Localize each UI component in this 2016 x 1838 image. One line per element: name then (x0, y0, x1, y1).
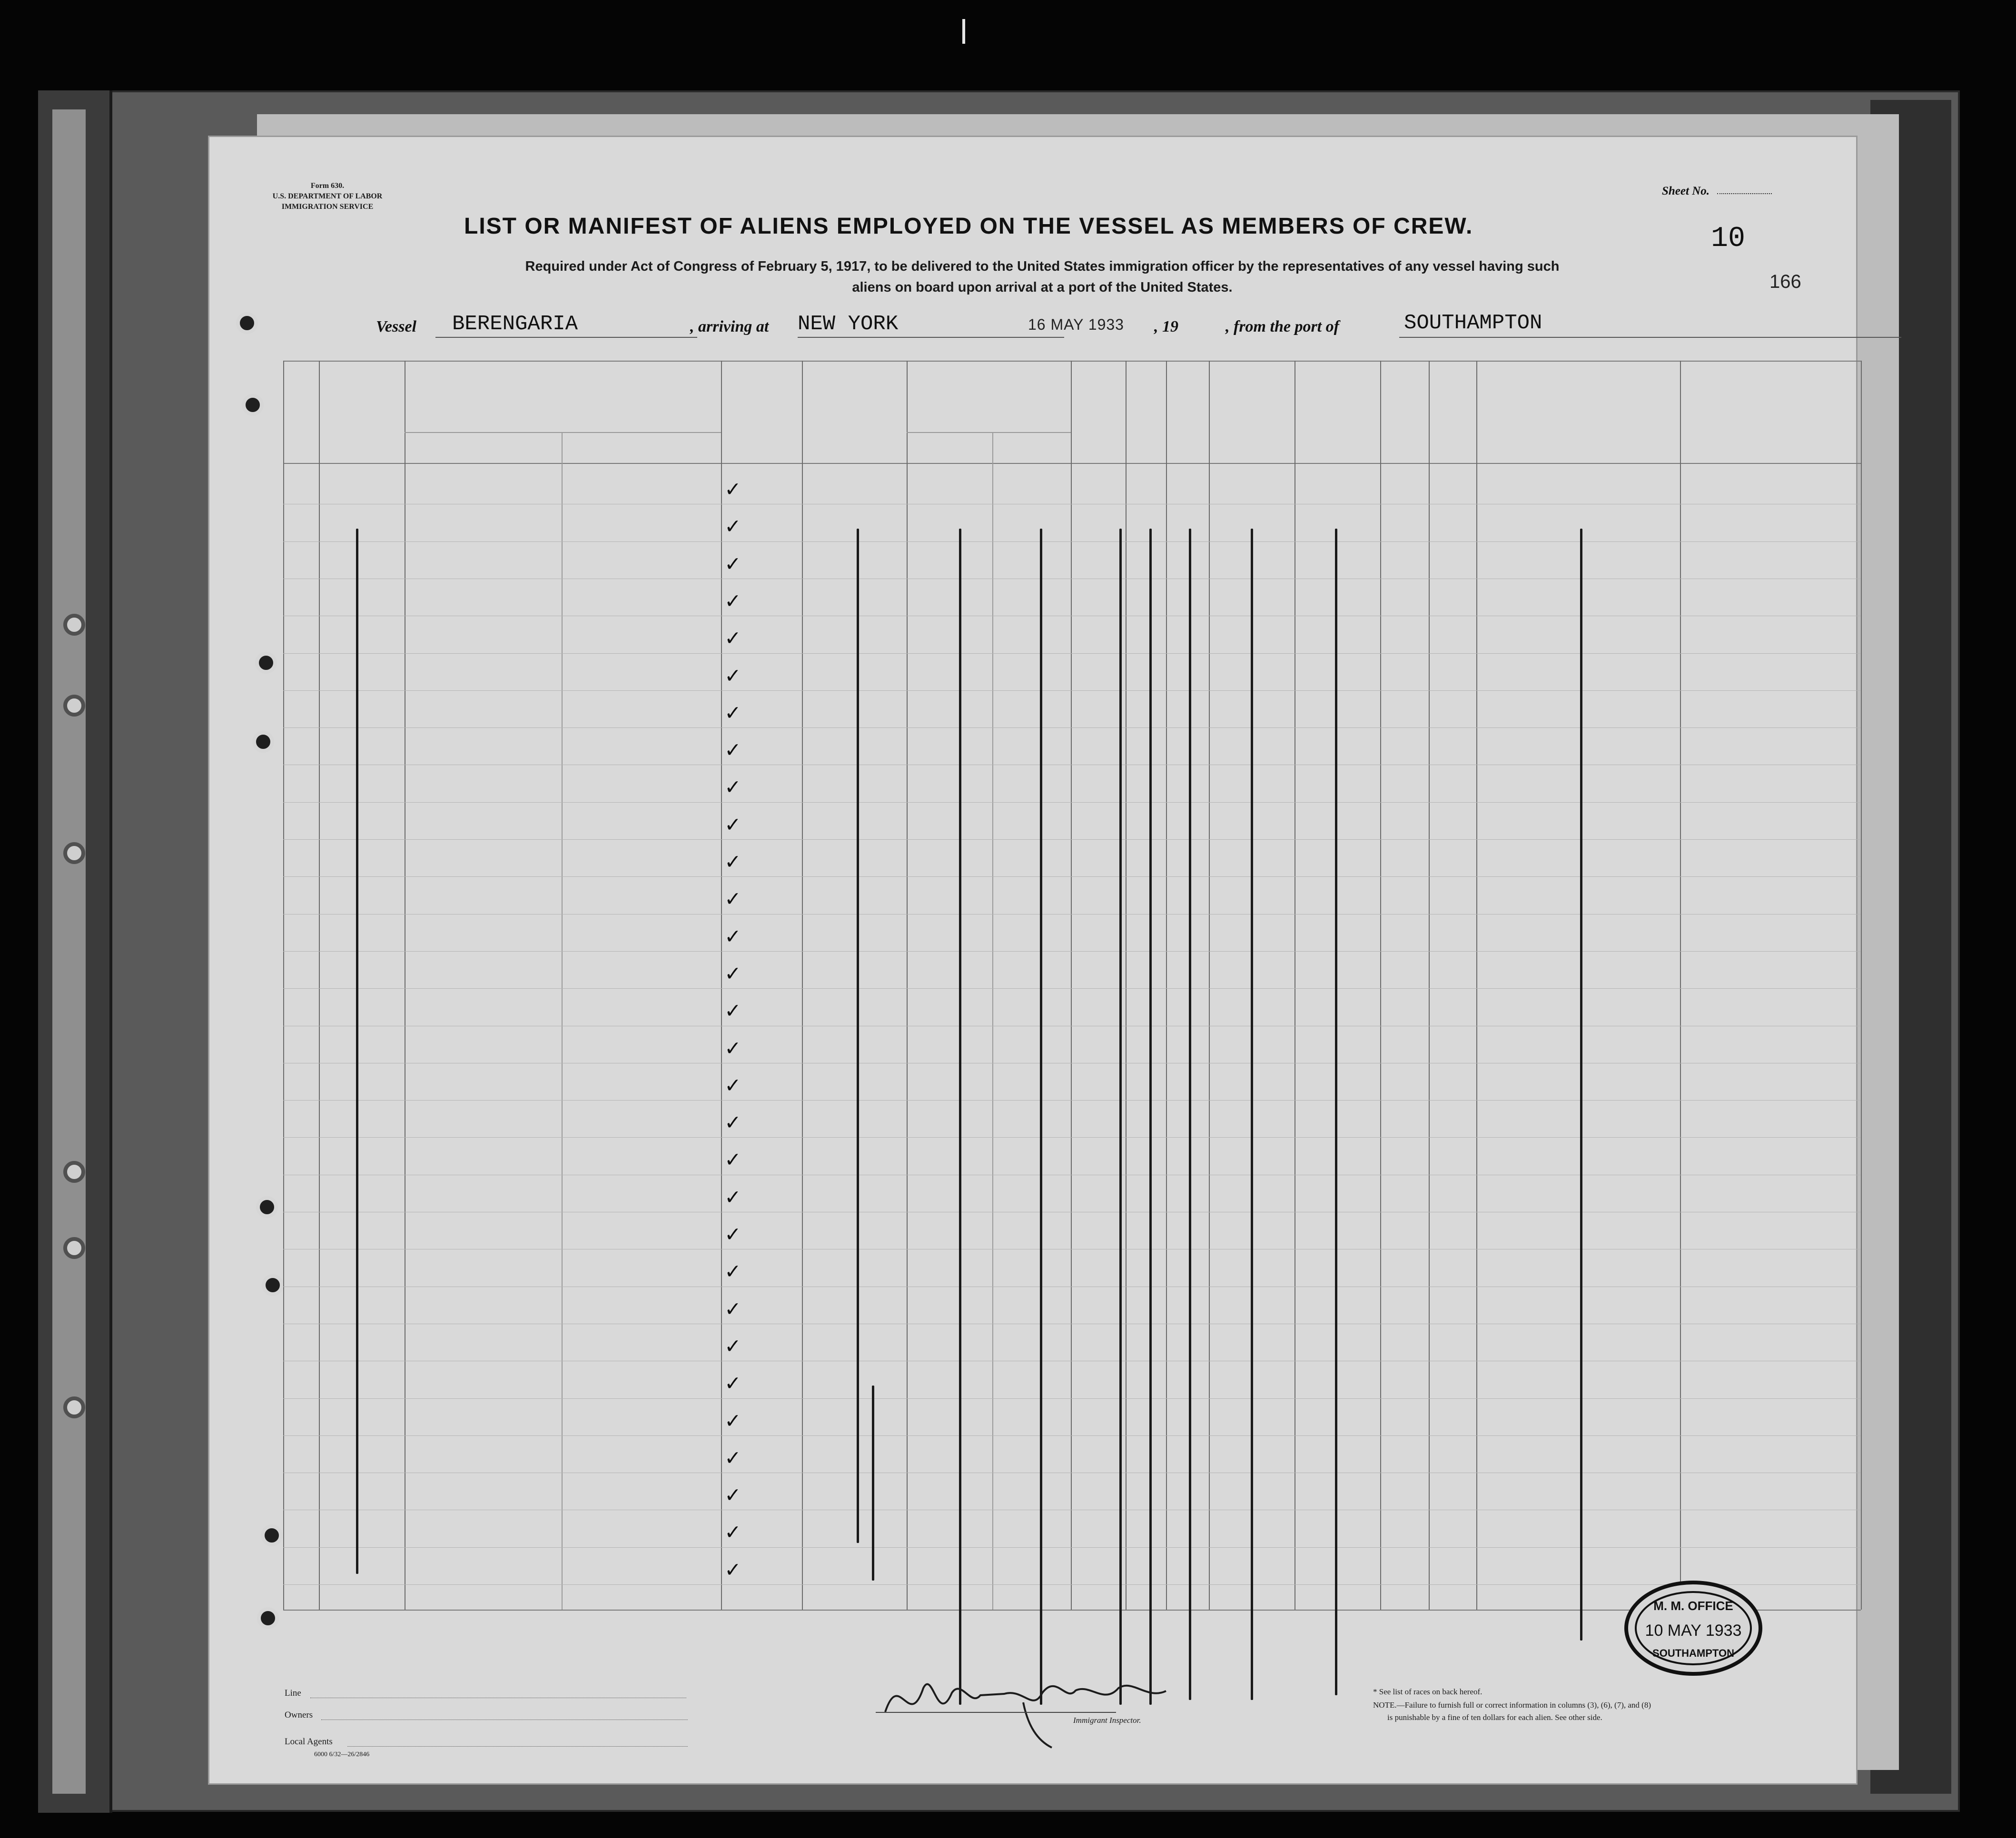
fine-note: NOTE.—Failure to furnish full or correct information in columns (3), (6), (7), and (8) (1373, 1700, 1651, 1710)
ditto-line (1251, 529, 1253, 1700)
punch-hole (236, 312, 258, 334)
inspector-label: Immigrant Inspector. (1073, 1716, 1141, 1725)
form-header (251, 181, 404, 212)
inspector-rule (876, 1712, 1116, 1713)
ditto-line (1119, 529, 1122, 1705)
footer-line-label: Line (285, 1688, 301, 1698)
page-title: LIST OR MANIFEST OF ALIENS EMPLOYED ON THE VESSEL AS MEMBERS OF CREW. (464, 214, 1473, 239)
row-rule (283, 1584, 1861, 1585)
binder-strip (52, 109, 86, 1794)
row-rule (283, 802, 1861, 803)
checkmark: ✓ (726, 1372, 740, 1398)
column-divider (1380, 361, 1381, 1610)
ditto-line (1149, 529, 1152, 1705)
ditto-line (1580, 529, 1582, 1641)
ditto-line (1335, 529, 1337, 1695)
column-divider (1476, 361, 1477, 1610)
column-divider (1126, 361, 1127, 1610)
column-divider (562, 432, 563, 1610)
row-rule (283, 951, 1861, 952)
column-divider (907, 361, 908, 1610)
column-divider (992, 432, 993, 1610)
ditto-line (1189, 529, 1191, 1700)
column-divider (721, 361, 722, 1610)
sheet-label: Sheet No. (1662, 185, 1710, 197)
checkmark: ✓ (726, 664, 740, 690)
table-bottom-rule (283, 1610, 1861, 1611)
checkmark: ✓ (726, 1223, 740, 1248)
checkmark: ✓ (726, 1036, 740, 1062)
footer-agents-rule (347, 1746, 688, 1747)
arrival-port: NEW YORK (798, 312, 899, 336)
binder-hole (63, 695, 85, 717)
column-divider (1209, 361, 1210, 1610)
name-sub-rule (405, 432, 721, 433)
vessel-name: BERENGARIA (452, 312, 578, 336)
column-divider (1861, 361, 1862, 1610)
vessel-underline (435, 337, 697, 338)
binder-hole (63, 842, 85, 864)
from-label: , from the port of (1225, 318, 1339, 335)
race-note: * See list of races on back hereof. (1373, 1687, 1482, 1696)
column-divider (283, 361, 284, 1610)
column-divider (1166, 361, 1167, 1610)
office-stamp (1624, 1581, 1762, 1676)
checkmark: ✓ (726, 813, 740, 839)
binder-hole (63, 1396, 85, 1418)
checkmark: ✓ (726, 1185, 740, 1211)
checkmark: ✓ (726, 1111, 740, 1137)
checkmark: ✓ (726, 1334, 740, 1360)
from-port-underline (1399, 337, 1901, 338)
footer-owners-label: Owners (285, 1710, 313, 1720)
row-rule (283, 653, 1861, 654)
checkmark: ✓ (726, 552, 740, 578)
stamp-bottom: SOUTHAMPTON (1652, 1647, 1734, 1659)
checkmark: ✓ (726, 1073, 740, 1100)
binder-hole (63, 1161, 85, 1183)
checkmark: ✓ (726, 1521, 740, 1547)
checkmark: ✓ (726, 478, 740, 503)
checkmark: ✓ (726, 999, 740, 1025)
ditto-line (356, 529, 358, 1574)
manifest-sheet (209, 137, 1856, 1783)
ditto-line (1040, 529, 1042, 1705)
checkmark: ✓ (726, 776, 740, 802)
row-rule (283, 1398, 1861, 1399)
crew-table (209, 356, 1856, 1736)
row-rule (283, 541, 1861, 542)
checkmark: ✓ (726, 962, 740, 988)
checkmark: ✓ (726, 738, 740, 765)
column-divider (1429, 361, 1430, 1610)
binder-hole (63, 614, 85, 636)
row-rule (283, 988, 1861, 989)
footer-agents-label: Local Agents (285, 1737, 333, 1747)
checkmark: ✓ (726, 1409, 740, 1435)
print-code: 6000 6/32—26/2846 (314, 1751, 370, 1758)
checkmark: ✓ (726, 1297, 740, 1323)
inspector-signature (880, 1660, 1176, 1759)
form-number: Form 630. (310, 182, 345, 190)
checkmark: ✓ (726, 1148, 740, 1174)
year-label: , 19 (1154, 318, 1178, 335)
stamp-top: M. M. OFFICE (1653, 1599, 1733, 1613)
subtitle-line-2: aliens on board upon arrival at a port of the United States. (852, 280, 1233, 295)
subtitle (352, 256, 1732, 298)
service: IMMIGRATION SERVICE (281, 203, 374, 211)
column-divider (802, 361, 803, 1610)
row-rule (283, 1137, 1861, 1138)
row-rule (283, 839, 1861, 840)
ditto-line (857, 529, 859, 1543)
binder-hole (63, 1237, 85, 1259)
checkmark: ✓ (726, 515, 740, 541)
column-divider (1071, 361, 1072, 1610)
arrival-date: 16 MAY 1933 (1028, 316, 1124, 333)
checkmark: ✓ (726, 1260, 740, 1286)
table-top-rule (283, 361, 1861, 362)
row-rule (283, 727, 1861, 728)
subtitle-line-1: Required under Act of Congress of February 5, 1917, to be delivered to the United States immigration officer by the representatives of any vessel having such (525, 259, 1560, 274)
port-underline (798, 337, 1064, 338)
checkmark: ✓ (726, 701, 740, 727)
table-header-rule (283, 463, 1861, 464)
checkmark: ✓ (726, 887, 740, 914)
row-rule (283, 1547, 1861, 1548)
sheet-number-line (1717, 193, 1772, 194)
from-port: SOUTHAMPTON (1404, 311, 1542, 335)
row-rule (283, 876, 1861, 877)
checkmark: ✓ (726, 627, 740, 653)
department: U.S. DEPARTMENT OF LABOR (272, 192, 383, 200)
column-divider (1680, 361, 1681, 1610)
scan-mark (962, 19, 965, 44)
stamp-date: 10 MAY 1933 (1645, 1622, 1742, 1640)
checkmark: ✓ (726, 589, 740, 615)
ditto-line (959, 529, 961, 1705)
shipped-sub-rule (907, 432, 1071, 433)
column-divider (319, 361, 320, 1610)
checkmark: ✓ (726, 850, 740, 876)
sheet-number: 10 (1711, 223, 1746, 255)
checkmark: ✓ (726, 1558, 740, 1584)
checkmark: ✓ (726, 924, 740, 951)
ditto-line (872, 1386, 874, 1581)
checkmark: ✓ (726, 1484, 740, 1510)
row-rule (283, 690, 1861, 691)
checkmark: ✓ (726, 1446, 740, 1472)
arriving-label: , arriving at (690, 318, 769, 335)
fine-note-2: is punishable by a fine of ten dollars for each alien. See other side. (1387, 1713, 1602, 1722)
stamp-number: 166 (1769, 271, 1801, 292)
vessel-label: Vessel (376, 318, 416, 335)
row-rule (283, 1100, 1861, 1101)
row-rule (283, 1435, 1861, 1436)
